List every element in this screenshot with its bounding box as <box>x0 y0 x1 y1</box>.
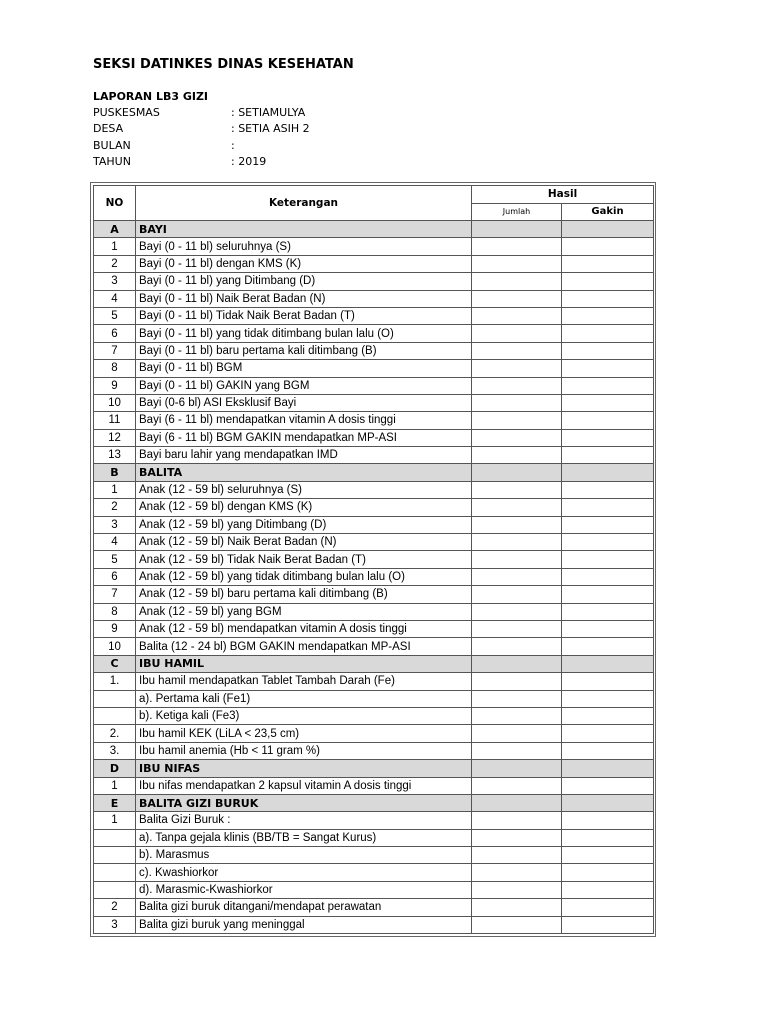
jumlah-cell <box>472 447 562 464</box>
gakin-cell <box>562 499 654 516</box>
jumlah-cell <box>472 377 562 394</box>
gakin-cell <box>562 916 654 933</box>
row-number: 3. <box>94 742 136 759</box>
table-row <box>94 603 654 620</box>
row-number: 3 <box>94 516 136 533</box>
row-number: 8 <box>94 360 136 377</box>
jumlah-cell <box>472 499 562 516</box>
jumlah-cell <box>472 603 562 620</box>
jumlah-cell <box>472 568 562 585</box>
row-description: d). Marasmic-Kwashiorkor <box>136 881 472 898</box>
table-row <box>94 742 654 759</box>
meta-value: : SETIA ASIH 2 <box>231 122 310 136</box>
row-description: Bayi (0 - 11 bl) GAKIN yang BGM <box>136 377 472 394</box>
table-row <box>94 568 654 585</box>
table-row <box>94 725 654 742</box>
row-description: Anak (12 - 59 bl) Naik Berat Badan (N) <box>136 534 472 551</box>
table-body <box>94 221 654 934</box>
table-row <box>94 360 654 377</box>
section-title: BALITA GIZI BURUK <box>136 794 472 811</box>
table-row <box>94 255 654 272</box>
row-description: Anak (12 - 59 bl) dengan KMS (K) <box>136 499 472 516</box>
jumlah-cell <box>472 916 562 933</box>
jumlah-cell <box>472 742 562 759</box>
jumlah-cell <box>472 812 562 829</box>
jumlah-cell <box>472 777 562 794</box>
jumlah-cell <box>472 464 562 481</box>
row-description: Anak (12 - 59 bl) seluruhnya (S) <box>136 481 472 498</box>
jumlah-cell <box>472 394 562 411</box>
jumlah-cell <box>472 725 562 742</box>
gakin-cell <box>562 568 654 585</box>
table-row <box>94 516 654 533</box>
table-row <box>94 447 654 464</box>
jumlah-cell <box>472 586 562 603</box>
row-description: Anak (12 - 59 bl) yang tidak ditimbang bulan lalu (O) <box>136 568 472 585</box>
table-row <box>94 377 654 394</box>
table-row <box>94 638 654 655</box>
section-title: BAYI <box>136 221 472 238</box>
table-row <box>94 899 654 916</box>
gakin-cell <box>562 447 654 464</box>
report-subtitle-row <box>93 89 310 105</box>
gakin-cell <box>562 603 654 620</box>
row-description: Ibu hamil anemia (Hb < 11 gram %) <box>136 742 472 759</box>
table-row <box>94 534 654 551</box>
header-keterangan: Keterangan <box>136 186 472 221</box>
meta-row-puskesmas <box>93 105 310 121</box>
jumlah-cell <box>472 307 562 324</box>
row-number: A <box>94 221 136 238</box>
row-description: c). Kwashiorkor <box>136 864 472 881</box>
row-number: 11 <box>94 412 136 429</box>
jumlah-cell <box>472 881 562 898</box>
row-description: Anak (12 - 59 bl) yang BGM <box>136 603 472 620</box>
jumlah-cell <box>472 481 562 498</box>
jumlah-cell <box>472 412 562 429</box>
meta-label: DESA <box>93 122 124 136</box>
row-description: Bayi (0-6 bl) ASI Eksklusif Bayi <box>136 394 472 411</box>
row-description: b). Marasmus <box>136 847 472 864</box>
row-number: 7 <box>94 586 136 603</box>
table-row <box>94 481 654 498</box>
jumlah-cell <box>472 290 562 307</box>
gakin-cell <box>562 620 654 637</box>
gakin-cell <box>562 847 654 864</box>
meta-row-bulan <box>93 138 310 154</box>
jumlah-cell <box>472 516 562 533</box>
gakin-cell <box>562 864 654 881</box>
row-description: Bayi (6 - 11 bl) mendapatkan vitamin A dosis tinggi <box>136 412 472 429</box>
table-row <box>94 812 654 829</box>
table-row <box>94 325 654 342</box>
gakin-cell <box>562 707 654 724</box>
row-description: Balita (12 - 24 bl) BGM GAKIN mendapatkan MP-ASI <box>136 638 472 655</box>
jumlah-cell <box>472 255 562 272</box>
row-number: 10 <box>94 638 136 655</box>
table-row <box>94 916 654 933</box>
meta-row-tahun <box>93 154 310 170</box>
row-number <box>94 881 136 898</box>
row-description: Balita gizi buruk ditangani/mendapat perawatan <box>136 899 472 916</box>
jumlah-cell <box>472 360 562 377</box>
gakin-cell <box>562 638 654 655</box>
section-row <box>94 464 654 481</box>
jumlah-cell <box>472 655 562 672</box>
section-row <box>94 655 654 672</box>
row-description: Balita Gizi Buruk : <box>136 812 472 829</box>
meta-value: : 2019 <box>231 154 267 168</box>
row-description: Ibu nifas mendapatkan 2 kapsul vitamin A dosis tinggi <box>136 777 472 794</box>
row-description: Anak (12 - 59 bl) baru pertama kali ditimbang (B) <box>136 586 472 603</box>
gakin-cell <box>562 360 654 377</box>
meta-label: PUSKESMAS <box>93 106 160 120</box>
jumlah-cell <box>472 273 562 290</box>
jumlah-cell <box>472 342 562 359</box>
row-number: 6 <box>94 325 136 342</box>
table-row <box>94 777 654 794</box>
gakin-cell <box>562 516 654 533</box>
table-row <box>94 429 654 446</box>
table-row <box>94 551 654 568</box>
gakin-cell <box>562 412 654 429</box>
row-number: 1. <box>94 673 136 690</box>
section-title: IBU NIFAS <box>136 760 472 777</box>
gakin-cell <box>562 273 654 290</box>
jumlah-cell <box>472 429 562 446</box>
row-number: 1 <box>94 812 136 829</box>
table-row <box>94 273 654 290</box>
row-number: 1 <box>94 481 136 498</box>
meta-value: : <box>231 138 235 152</box>
row-number <box>94 829 136 846</box>
row-number: 4 <box>94 534 136 551</box>
jumlah-cell <box>472 899 562 916</box>
row-description: Anak (12 - 59 bl) yang Ditimbang (D) <box>136 516 472 533</box>
table-row <box>94 412 654 429</box>
row-description: Bayi (0 - 11 bl) BGM <box>136 360 472 377</box>
header-gakin: Gakin <box>562 203 654 221</box>
row-number: 2 <box>94 499 136 516</box>
gakin-cell <box>562 290 654 307</box>
jumlah-cell <box>472 707 562 724</box>
gakin-cell <box>562 829 654 846</box>
jumlah-cell <box>472 238 562 255</box>
table-row <box>94 881 654 898</box>
row-description: a). Pertama kali (Fe1) <box>136 690 472 707</box>
row-number: 9 <box>94 620 136 637</box>
gakin-cell <box>562 899 654 916</box>
row-description: Ibu hamil mendapatkan Tablet Tambah Darah (Fe) <box>136 673 472 690</box>
jumlah-cell <box>472 847 562 864</box>
gakin-cell <box>562 690 654 707</box>
gakin-cell <box>562 238 654 255</box>
row-number <box>94 690 136 707</box>
gakin-cell <box>562 794 654 811</box>
jumlah-cell <box>472 760 562 777</box>
table-row <box>94 394 654 411</box>
gakin-cell <box>562 655 654 672</box>
row-number <box>94 847 136 864</box>
table-row <box>94 620 654 637</box>
row-number <box>94 707 136 724</box>
row-number: 13 <box>94 447 136 464</box>
table-row <box>94 690 654 707</box>
row-description: Bayi (0 - 11 bl) Naik Berat Badan (N) <box>136 290 472 307</box>
table-row <box>94 238 654 255</box>
row-number: 5 <box>94 551 136 568</box>
row-number: 3 <box>94 916 136 933</box>
jumlah-cell <box>472 864 562 881</box>
gakin-cell <box>562 725 654 742</box>
jumlah-cell <box>472 620 562 637</box>
row-number <box>94 864 136 881</box>
gakin-cell <box>562 377 654 394</box>
jumlah-cell <box>472 690 562 707</box>
jumlah-cell <box>472 829 562 846</box>
gakin-cell <box>562 812 654 829</box>
row-number: 5 <box>94 307 136 324</box>
header-jumlah: Jumlah <box>472 203 562 221</box>
gakin-cell <box>562 673 654 690</box>
row-description: Bayi (0 - 11 bl) baru pertama kali ditimbang (B) <box>136 342 472 359</box>
row-number: 9 <box>94 377 136 394</box>
row-number: C <box>94 655 136 672</box>
row-description: Bayi (0 - 11 bl) yang tidak ditimbang bulan lalu (O) <box>136 325 472 342</box>
row-description: a). Tanpa gejala klinis (BB/TB = Sangat Kurus) <box>136 829 472 846</box>
jumlah-cell <box>472 638 562 655</box>
gakin-cell <box>562 255 654 272</box>
row-number: 7 <box>94 342 136 359</box>
meta-row-desa <box>93 121 310 137</box>
jumlah-cell <box>472 534 562 551</box>
table-row <box>94 707 654 724</box>
row-description: Bayi baru lahir yang mendapatkan IMD <box>136 447 472 464</box>
row-number: 3 <box>94 273 136 290</box>
gakin-cell <box>562 534 654 551</box>
jumlah-cell <box>472 794 562 811</box>
row-number: 12 <box>94 429 136 446</box>
row-number: E <box>94 794 136 811</box>
jumlah-cell <box>472 221 562 238</box>
section-row <box>94 794 654 811</box>
header-hasil: Hasil <box>472 186 654 204</box>
section-title: BALITA <box>136 464 472 481</box>
row-description: Balita gizi buruk yang meninggal <box>136 916 472 933</box>
gakin-cell <box>562 551 654 568</box>
gakin-cell <box>562 394 654 411</box>
report-table-frame <box>90 182 656 937</box>
table-row <box>94 342 654 359</box>
row-number: 2. <box>94 725 136 742</box>
row-number: 1 <box>94 777 136 794</box>
row-description: Ibu hamil KEK (LiLA < 23,5 cm) <box>136 725 472 742</box>
row-description: Bayi (6 - 11 bl) BGM GAKIN mendapatkan MP-ASI <box>136 429 472 446</box>
gakin-cell <box>562 481 654 498</box>
row-number: 2 <box>94 899 136 916</box>
row-description: b). Ketiga kali (Fe3) <box>136 707 472 724</box>
gakin-cell <box>562 464 654 481</box>
table-row <box>94 307 654 324</box>
row-description: Anak (12 - 59 bl) mendapatkan vitamin A dosis tinggi <box>136 620 472 637</box>
table-row <box>94 290 654 307</box>
row-number: 8 <box>94 603 136 620</box>
jumlah-cell <box>472 673 562 690</box>
row-number: 4 <box>94 290 136 307</box>
gakin-cell <box>562 307 654 324</box>
gakin-cell <box>562 342 654 359</box>
row-description: Anak (12 - 59 bl) Tidak Naik Berat Badan (T) <box>136 551 472 568</box>
row-number: 10 <box>94 394 136 411</box>
gakin-cell <box>562 777 654 794</box>
gakin-cell <box>562 221 654 238</box>
jumlah-cell <box>472 551 562 568</box>
table-row <box>94 864 654 881</box>
table-row <box>94 499 654 516</box>
report-table <box>93 185 654 934</box>
section-row <box>94 760 654 777</box>
document-title: SEKSI DATINKES DINAS KESEHATAN <box>93 57 354 72</box>
row-number: 1 <box>94 238 136 255</box>
table-row <box>94 847 654 864</box>
section-title: IBU HAMIL <box>136 655 472 672</box>
gakin-cell <box>562 586 654 603</box>
row-number: B <box>94 464 136 481</box>
row-description: Bayi (0 - 11 bl) seluruhnya (S) <box>136 238 472 255</box>
table-row <box>94 586 654 603</box>
row-number: D <box>94 760 136 777</box>
gakin-cell <box>562 760 654 777</box>
row-number: 6 <box>94 568 136 585</box>
meta-label: TAHUN <box>93 154 131 168</box>
table-row <box>94 673 654 690</box>
row-description: Bayi (0 - 11 bl) Tidak Naik Berat Badan (T) <box>136 307 472 324</box>
section-row <box>94 221 654 238</box>
gakin-cell <box>562 742 654 759</box>
report-meta <box>93 89 310 170</box>
table-row <box>94 829 654 846</box>
row-description: Bayi (0 - 11 bl) yang Ditimbang (D) <box>136 273 472 290</box>
gakin-cell <box>562 429 654 446</box>
row-number: 2 <box>94 255 136 272</box>
row-description: Bayi (0 - 11 bl) dengan KMS (K) <box>136 255 472 272</box>
meta-label: BULAN <box>93 138 131 152</box>
jumlah-cell <box>472 325 562 342</box>
gakin-cell <box>562 881 654 898</box>
gakin-cell <box>562 325 654 342</box>
meta-value: : SETIAMULYA <box>231 106 306 120</box>
header-no: NO <box>94 186 136 221</box>
report-subtitle: LAPORAN LB3 GIZI <box>93 90 209 103</box>
